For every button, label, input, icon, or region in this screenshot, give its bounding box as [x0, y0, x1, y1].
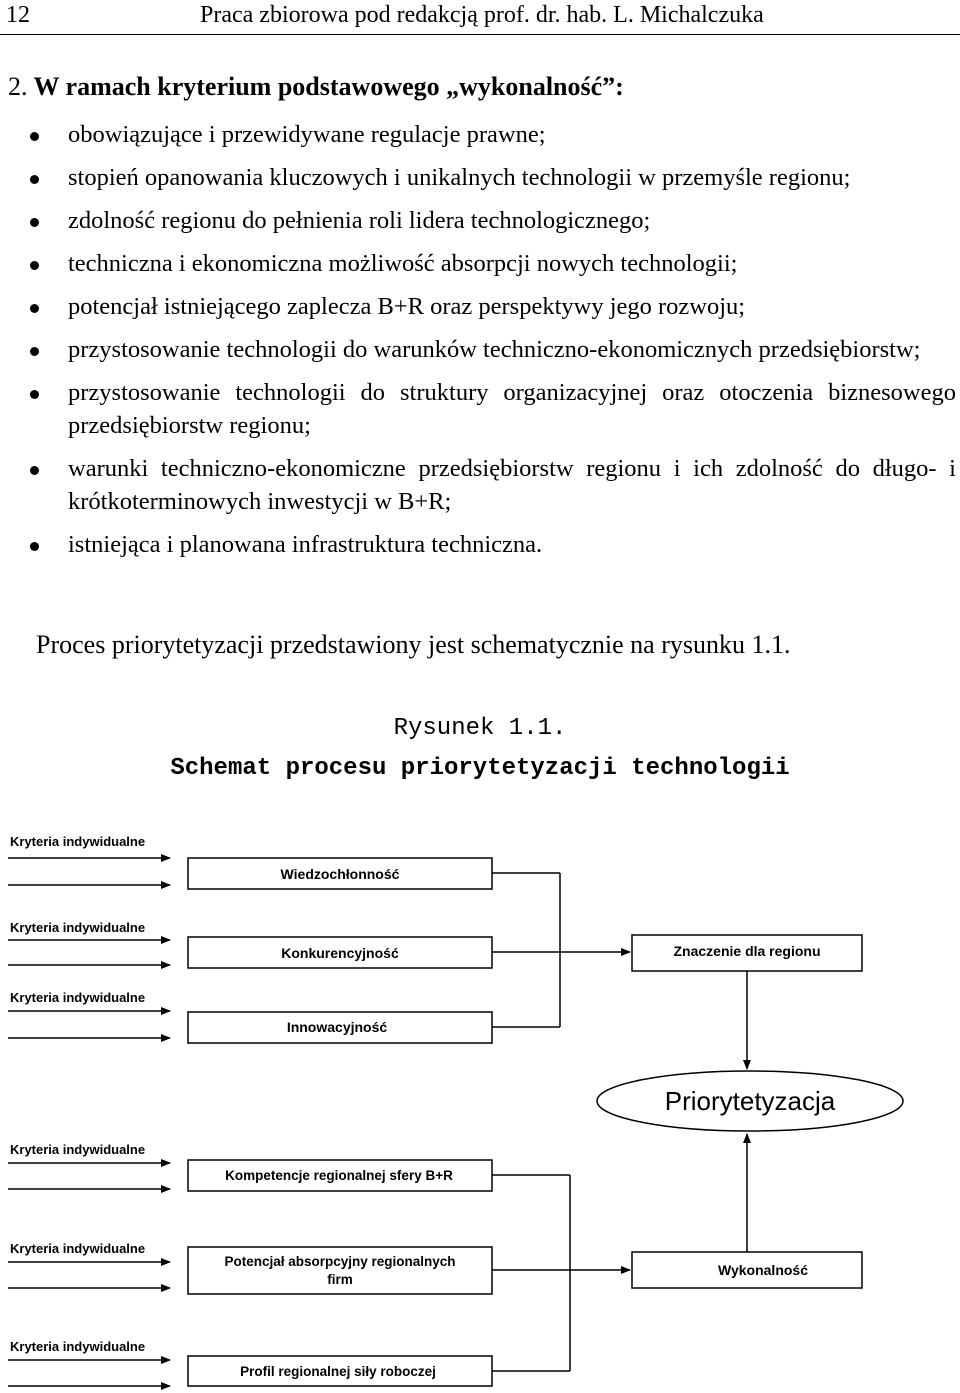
potencjal-label-line2: firm	[327, 1272, 353, 1287]
list-item: istniejąca i planowana infrastruktura techniczna.	[0, 528, 960, 561]
criteria-label: Kryteria indywidualne	[10, 1142, 146, 1157]
wykonalnosc-label: Wykonalność	[718, 1262, 808, 1278]
list-item: stopień opanowania kluczowych i unikalnych technologii w przemyśle regionu;	[0, 161, 960, 194]
list-item: przystosowanie technologii do struktury organizacyjnej oraz otoczenia biznesowego przedsiębiorstw regionu;	[0, 376, 960, 442]
criteria-label: Kryteria indywidualne	[10, 920, 146, 935]
list-item: techniczna i ekonomiczna możliwość absorpcji nowych technologii;	[0, 247, 960, 280]
list-item: zdolność regionu do pełnienia roli lidera technologicznego;	[0, 204, 960, 237]
konkurencyjnosc-label: Konkurencyjność	[281, 945, 399, 961]
list-item: potencjał istniejącego zaplecza B+R oraz perspektywy jego rozwoju;	[0, 290, 960, 323]
section-number: 2.	[8, 72, 28, 101]
list-item: obowiązujące i przewidywane regulacje prawne;	[0, 118, 960, 151]
znaczenie-label: Znaczenie dla regionu	[673, 943, 821, 959]
kompetencje-label: Kompetencje regionalnej sfery B+R	[225, 1168, 453, 1183]
criteria-label: Kryteria indywidualne	[10, 1241, 146, 1256]
potencjal-label-line1: Potencjał absorpcyjny regionalnych	[224, 1254, 456, 1269]
page-number: 12	[6, 2, 30, 28]
innowacyjnosc-label: Innowacyjność	[286, 1019, 388, 1035]
criteria-label: Kryteria indywidualne	[10, 1339, 146, 1354]
list-item: przystosowanie technologii do warunków techniczno-ekonomicznych przedsiębiorstw;	[0, 333, 960, 366]
criteria-label: Kryteria indywidualne	[10, 834, 146, 849]
criteria-label: Kryteria indywidualne	[10, 990, 146, 1005]
wiedzochlonnosc-label: Wiedzochłonność	[280, 866, 400, 882]
profil-label: Profil regionalnej siły roboczej	[240, 1364, 436, 1379]
running-title: Praca zbiorowa pod redakcją prof. dr. hab. L. Michalczuka	[200, 2, 764, 28]
body-paragraph: Proces priorytetyzacji przedstawiony jest schematycznie na rysunku 1.1.	[36, 630, 791, 659]
priorytetyzacja-label: Priorytetyzacja	[664, 1086, 836, 1116]
figure-label: Rysunek 1.1.	[393, 715, 567, 742]
section-heading-text: W ramach kryterium podstawowego „wykonalność”:	[33, 72, 624, 101]
list-item: warunki techniczno-ekonomiczne przedsiębiorstw regionu i ich zdolność do długo- i krótkoterminowych inwestycji w B+R;	[0, 452, 960, 518]
figure-title: Schemat procesu priorytetyzacji technologii	[170, 755, 790, 782]
